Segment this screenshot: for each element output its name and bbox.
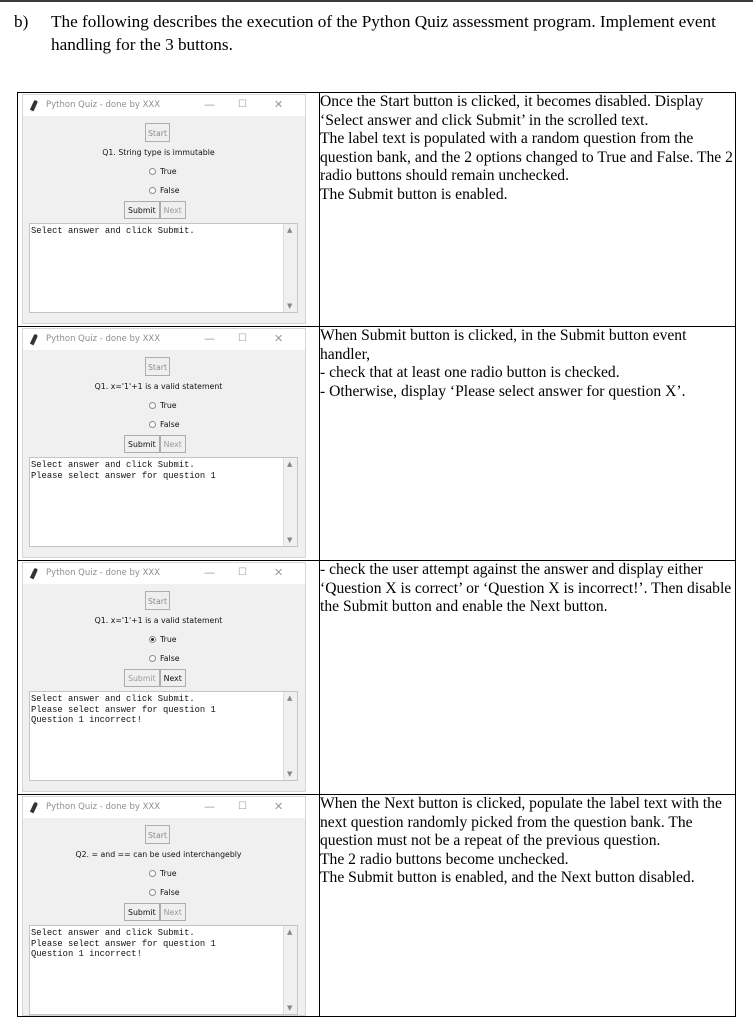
- scrolled-text[interactable]: [29, 691, 298, 781]
- maximize-icon[interactable]: ☐: [238, 567, 247, 578]
- minimize-icon[interactable]: —: [204, 332, 215, 345]
- description-line: When Submit button is clicked, in the Submit button event handler,: [320, 327, 687, 363]
- radio-false[interactable]: [149, 420, 180, 429]
- description-line: The 2 radio buttons become unchecked.: [320, 850, 569, 868]
- description-cell: [320, 795, 736, 1017]
- feather-icon: [30, 100, 38, 112]
- start-button[interactable]: Start: [145, 591, 170, 610]
- question-heading: [14, 10, 742, 56]
- maximize-icon[interactable]: ☐: [238, 801, 247, 812]
- screenshot-cell: [18, 561, 320, 795]
- description-line: Once the Start button is clicked, it becomes disabled. Display ‘Select answer and click Submit’ in the scrolled text.: [320, 93, 704, 129]
- question-label: Q2. = and == can be used interchangebly: [75, 850, 242, 859]
- scroll-up-icon[interactable]: ▲: [287, 694, 293, 702]
- radio-false-label: False: [160, 888, 180, 897]
- close-icon[interactable]: ✕: [274, 566, 284, 579]
- next-button[interactable]: Next: [160, 669, 186, 687]
- start-button[interactable]: Start: [145, 357, 170, 376]
- submit-button[interactable]: Submit: [124, 903, 160, 921]
- description-cell: [320, 327, 736, 561]
- screenshot-cell: [18, 93, 320, 327]
- scroll-down-icon[interactable]: ▼: [287, 1004, 293, 1012]
- feather-icon: [30, 802, 38, 814]
- quiz-window: [22, 328, 306, 558]
- description-line: The Submit button is enabled.: [320, 185, 508, 203]
- minimize-icon[interactable]: —: [204, 566, 215, 579]
- window-title: Python Quiz - done by XXX: [46, 100, 161, 110]
- log-text: [31, 460, 216, 481]
- minimize-icon[interactable]: —: [204, 98, 215, 111]
- log-text: [31, 694, 216, 726]
- scrollbar[interactable]: [283, 926, 297, 1014]
- log-line: Select answer and click Submit.: [31, 460, 195, 470]
- scrollbar[interactable]: [283, 224, 297, 312]
- quiz-window: [22, 562, 306, 792]
- description-line: - Otherwise, display ‘Please select answer for question X’.: [320, 382, 686, 400]
- start-button[interactable]: Start: [145, 123, 170, 142]
- question-label: Q1. String type is immutable: [102, 148, 215, 157]
- log-line: Select answer and click Submit.: [31, 694, 195, 704]
- quiz-window: [22, 94, 306, 324]
- question-label: Q1. x='1'+1 is a valid statement: [94, 616, 223, 625]
- maximize-icon[interactable]: ☐: [238, 333, 247, 344]
- submit-button[interactable]: Submit: [124, 201, 160, 219]
- description-line: When the Next button is clicked, populate the label text with the next question randomly picked from the question bank. The question must not be a repeat of the previous question.: [320, 795, 722, 850]
- window-title: Python Quiz - done by XXX: [46, 802, 161, 812]
- close-icon[interactable]: ✕: [274, 800, 284, 813]
- log-line: Select answer and click Submit.: [31, 226, 195, 236]
- radio-false-icon: [149, 655, 156, 662]
- start-button[interactable]: Start: [145, 825, 170, 844]
- description-line: The label text is populated with a random question from the question bank, and the 2 options changed to True and False. The 2 radio buttons should remain unchecked.: [320, 130, 733, 185]
- screenshot-cell: [18, 327, 320, 561]
- radio-false-label: False: [160, 420, 180, 429]
- log-line: Please select answer for question 1: [31, 938, 216, 949]
- scroll-down-icon[interactable]: ▼: [287, 302, 293, 310]
- radio-true-icon: [149, 168, 156, 175]
- radio-false[interactable]: [149, 654, 180, 663]
- step-row: [18, 561, 736, 795]
- radio-true[interactable]: [149, 167, 177, 176]
- next-button[interactable]: Next: [160, 435, 186, 453]
- scroll-down-icon[interactable]: ▼: [287, 770, 293, 778]
- description-cell: [320, 561, 736, 795]
- button-row: [124, 435, 186, 453]
- window-title: Python Quiz - done by XXX: [46, 334, 161, 344]
- description-line: - check the user attempt against the answer and display either ‘Question X is correct’ or ‘Question X is incorrect!’. Then disable the Submit button and enable the Next button.: [320, 561, 732, 616]
- radio-true[interactable]: [149, 869, 177, 878]
- log-line: Select answer and click Submit.: [31, 928, 195, 938]
- step-row: [18, 93, 736, 327]
- radio-true-icon: [149, 402, 156, 409]
- scrolled-text[interactable]: [29, 223, 298, 313]
- steps-table: [17, 92, 736, 1017]
- step-row: [18, 327, 736, 561]
- window-titlebar: [23, 797, 305, 818]
- maximize-icon[interactable]: ☐: [238, 99, 247, 110]
- radio-false[interactable]: [149, 888, 180, 897]
- submit-button[interactable]: Submit: [124, 669, 160, 687]
- scroll-up-icon[interactable]: ▲: [287, 226, 293, 234]
- scrolled-text[interactable]: [29, 925, 298, 1015]
- log-line: Please select answer for question 1: [31, 470, 216, 481]
- window-titlebar: [23, 563, 305, 584]
- next-button[interactable]: Next: [160, 201, 186, 219]
- window-title: Python Quiz - done by XXX: [46, 568, 161, 578]
- minimize-icon[interactable]: —: [204, 800, 215, 813]
- radio-false[interactable]: [149, 186, 180, 195]
- log-text: [31, 928, 216, 960]
- log-line: Question 1 incorrect!: [31, 715, 142, 725]
- scrollbar[interactable]: [283, 692, 297, 780]
- log-line: Please select answer for question 1: [31, 704, 216, 715]
- feather-icon: [30, 334, 38, 346]
- scroll-down-icon[interactable]: ▼: [287, 536, 293, 544]
- button-row: [124, 903, 186, 921]
- next-button[interactable]: Next: [160, 903, 186, 921]
- scrollbar[interactable]: [283, 458, 297, 546]
- window-titlebar: [23, 95, 305, 116]
- radio-false-label: False: [160, 186, 180, 195]
- close-icon[interactable]: ✕: [274, 98, 284, 111]
- description-line: - check that at least one radio button is checked.: [320, 364, 620, 382]
- heading-text: The following describes the execution of the Python Quiz assessment program. Implement event handling for the 3 buttons.: [51, 12, 716, 54]
- description-cell: [320, 93, 736, 327]
- log-text: [31, 226, 195, 237]
- scroll-up-icon[interactable]: ▲: [287, 460, 293, 468]
- button-row: [124, 669, 186, 687]
- radio-true-icon: [149, 870, 156, 877]
- scroll-up-icon[interactable]: ▲: [287, 928, 293, 936]
- radio-true-label: True: [160, 167, 177, 176]
- radio-true[interactable]: [149, 635, 177, 644]
- feather-icon: [30, 568, 38, 580]
- question-label: Q1. x='1'+1 is a valid statement: [94, 382, 223, 391]
- button-row: [124, 201, 186, 219]
- radio-false-icon: [149, 421, 156, 428]
- submit-button[interactable]: Submit: [124, 435, 160, 453]
- step-row: [18, 795, 736, 1017]
- scrolled-text[interactable]: [29, 457, 298, 547]
- radio-false-icon: [149, 889, 156, 896]
- screenshot-cell: [18, 795, 320, 1017]
- radio-true-icon: [149, 636, 156, 643]
- window-titlebar: [23, 329, 305, 350]
- radio-false-label: False: [160, 654, 180, 663]
- description-line: The Submit button is enabled, and the Next button disabled.: [320, 869, 695, 887]
- close-icon[interactable]: ✕: [274, 332, 284, 345]
- radio-true-label: True: [160, 635, 177, 644]
- log-line: Question 1 incorrect!: [31, 949, 142, 959]
- radio-true[interactable]: [149, 401, 177, 410]
- radio-false-icon: [149, 187, 156, 194]
- top-rule: [0, 0, 753, 2]
- heading-label: b): [14, 12, 29, 31]
- radio-true-label: True: [160, 869, 177, 878]
- radio-true-label: True: [160, 401, 177, 410]
- quiz-window: [22, 796, 306, 1016]
